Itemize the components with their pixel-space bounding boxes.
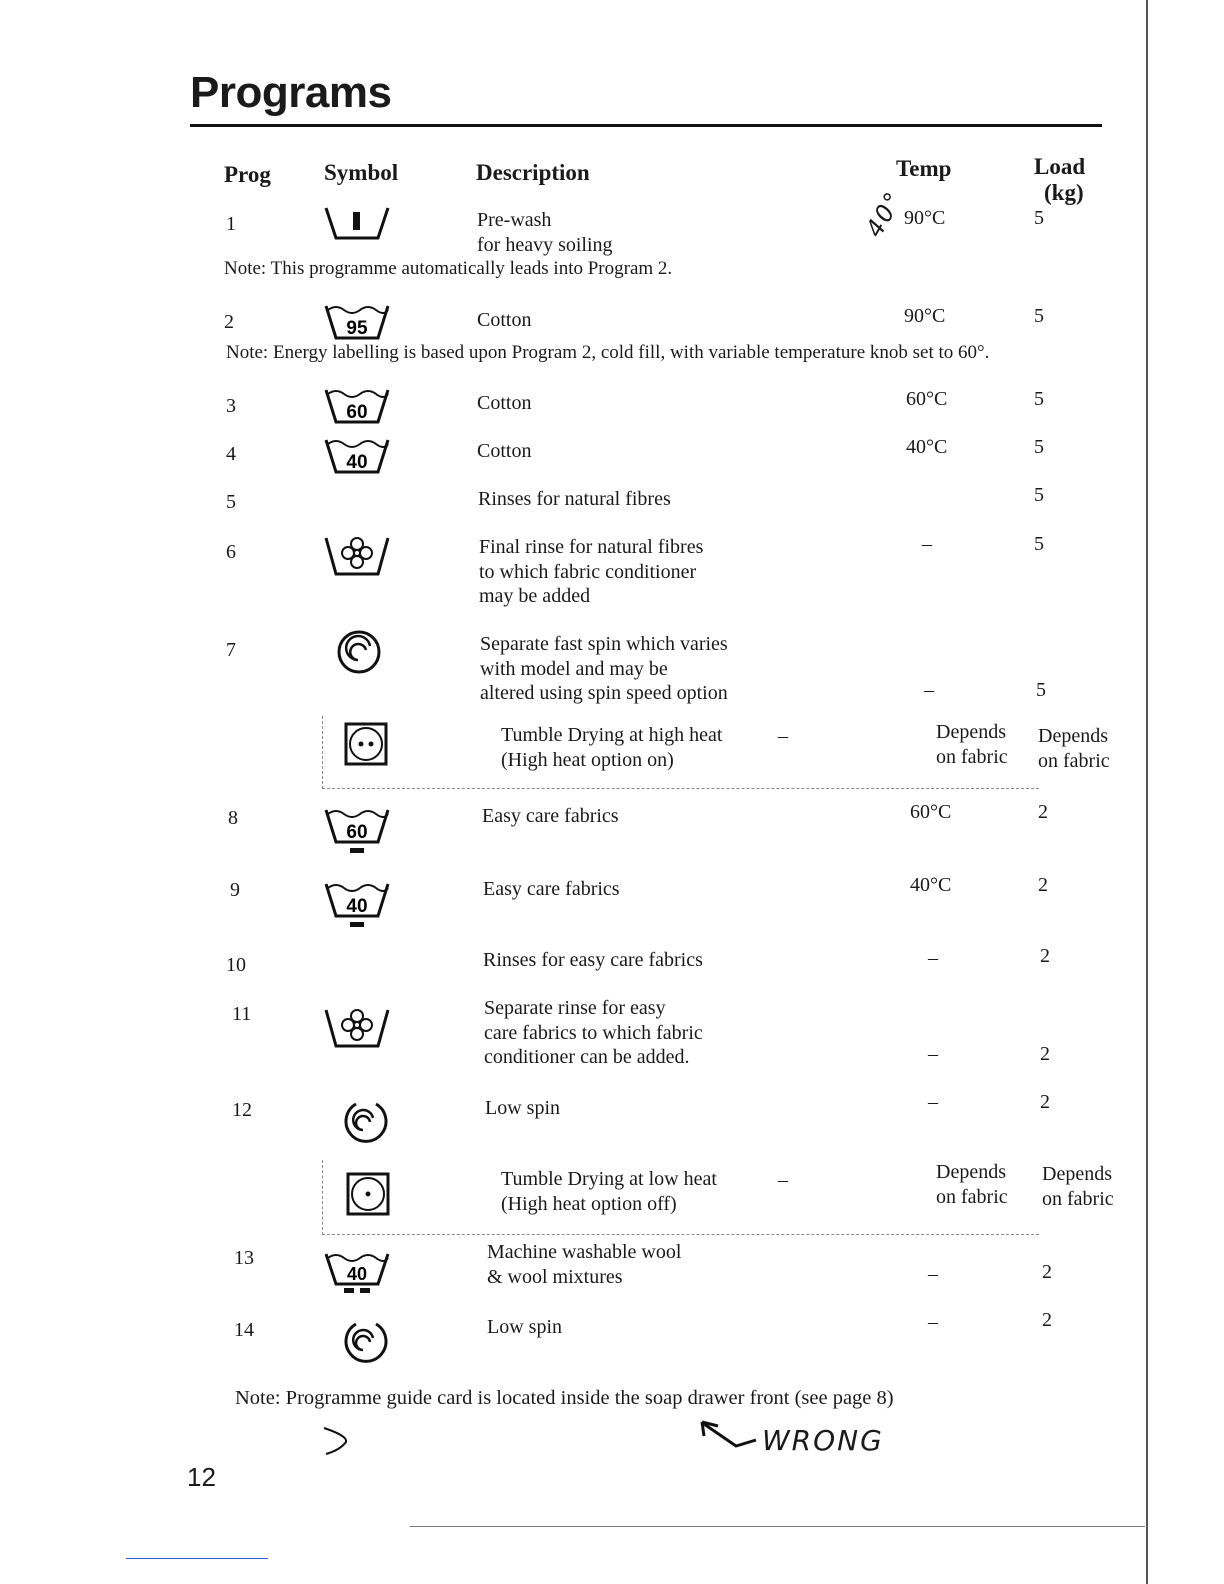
prog-number: 4 <box>226 443 236 465</box>
description-line: Separate fast spin which varies <box>480 633 728 655</box>
tumble-high-icon <box>334 720 404 772</box>
temp-value: 90°C <box>904 207 946 229</box>
tub-label: 40 <box>346 452 368 473</box>
tub-label: 40 <box>346 896 368 917</box>
description-line: Final rinse for natural fibres <box>479 536 704 558</box>
prog-number: 3 <box>226 395 236 417</box>
temp-value: Depends <box>936 1161 1006 1183</box>
spin-icon <box>326 626 396 678</box>
description-line: Cotton <box>477 440 532 462</box>
tub-label: 40 <box>346 1264 368 1284</box>
hand-drawn-arrow-icon <box>694 1418 760 1463</box>
prog-number: 6 <box>226 541 236 563</box>
rinse-flower-icon <box>322 1002 392 1054</box>
description-line: Pre-wash <box>477 209 552 231</box>
dash: – <box>778 725 788 747</box>
temp-value: on fabric <box>936 1185 1008 1208</box>
description-line: Machine washable wool <box>487 1241 682 1263</box>
rinse-flower-icon <box>322 530 392 582</box>
prog-number: 9 <box>230 879 240 901</box>
load-value: 5 <box>1034 533 1044 555</box>
description-line: altered using spin speed option <box>480 682 728 704</box>
description-line: with model and may be <box>480 657 668 680</box>
tumble-low-icon <box>334 1170 404 1222</box>
description-line: Rinses for natural fibres <box>478 488 671 510</box>
description-line: conditioner can be added. <box>484 1046 690 1068</box>
load-value: 5 <box>1036 679 1046 701</box>
prog-number: 7 <box>226 639 236 661</box>
spin-icon <box>332 1318 402 1370</box>
tub-label: 60 <box>346 822 368 843</box>
page-edge-line <box>1146 0 1148 1584</box>
description-line: Easy care fabrics <box>483 878 620 900</box>
blue-underline <box>126 1558 268 1559</box>
temp-value: – <box>928 1091 938 1113</box>
wool-40-icon <box>322 1246 392 1298</box>
note-prog1: Note: This programme automatically leads into Program 2. <box>224 258 673 279</box>
prog-number: 1 <box>226 213 236 235</box>
page-title: Programs <box>190 68 392 117</box>
wash-60-icon <box>322 382 392 434</box>
description-line: Tumble Drying at high heat <box>501 724 723 746</box>
temp-value: 90°C <box>904 305 946 327</box>
load-value: Depends <box>1038 725 1108 747</box>
load-value: 2 <box>1042 1309 1052 1331</box>
temp-value: 40°C <box>906 436 948 458</box>
temp-value: – <box>928 947 938 969</box>
load-value: on fabric <box>1038 749 1110 772</box>
prog-number: 13 <box>234 1247 254 1269</box>
temp-value: 60°C <box>906 388 948 410</box>
bottom-rule <box>410 1526 1145 1527</box>
description-line: (High heat option off) <box>501 1192 677 1215</box>
description-line: Easy care fabrics <box>482 805 619 827</box>
load-value: 5 <box>1034 484 1044 506</box>
col-header-symbol: Symbol <box>324 160 399 185</box>
tub-label: 95 <box>346 318 368 339</box>
hand-drawn-mark <box>318 1424 358 1463</box>
description-line: (High heat option on) <box>501 748 674 771</box>
page-number: 12 <box>187 1462 216 1492</box>
dash: – <box>778 1169 788 1191</box>
temp-value: – <box>928 1311 938 1333</box>
prog-number: 8 <box>228 807 238 829</box>
col-header-description: Description <box>476 160 590 185</box>
load-value: 2 <box>1042 1261 1052 1283</box>
tub-label: 60 <box>346 402 368 423</box>
temp-value: 40°C <box>910 874 952 896</box>
col-header-load-unit: (kg) <box>1044 180 1084 205</box>
description-line: Low spin <box>485 1097 560 1119</box>
col-header-load: Load <box>1034 154 1086 179</box>
prog-number: 5 <box>226 491 236 513</box>
wash-40-icon <box>322 432 392 484</box>
temp-value: 60°C <box>910 801 952 823</box>
description-line: & wool mixtures <box>487 1265 623 1288</box>
prog-number: 12 <box>232 1099 252 1121</box>
temp-value: on fabric <box>936 745 1008 768</box>
load-value: 2 <box>1040 1043 1050 1065</box>
load-value: 5 <box>1034 436 1044 458</box>
description-line: for heavy soiling <box>477 233 613 256</box>
col-header-temp: Temp <box>896 156 952 181</box>
prog-number: 11 <box>232 1003 252 1025</box>
temp-value: Depends <box>936 721 1006 743</box>
load-value: Depends <box>1042 1163 1112 1185</box>
title-rule <box>190 124 1102 127</box>
description-line: Cotton <box>477 309 532 331</box>
description-line: care fabrics to which fabric <box>484 1021 703 1044</box>
load-value: 5 <box>1034 207 1044 229</box>
prog-number: 10 <box>226 954 246 976</box>
handwritten-wrong: WRONG <box>762 1424 884 1457</box>
description-line: Separate rinse for easy <box>484 997 666 1019</box>
description-line: Tumble Drying at low heat <box>501 1168 717 1190</box>
temp-value: – <box>928 1043 938 1065</box>
description-line: may be added <box>479 585 591 607</box>
description-line: Cotton <box>477 392 532 414</box>
temp-value: – <box>922 533 932 555</box>
description-line: to which fabric conditioner <box>479 560 697 583</box>
note-energy-labelling: Note: Energy labelling is based upon Program 2, cold fill, with variable temperature knob set to 60°. <box>226 342 990 363</box>
load-value: 2 <box>1038 874 1048 896</box>
temp-value: – <box>928 1263 938 1285</box>
prog-number: 14 <box>234 1319 254 1341</box>
load-value: 2 <box>1040 1091 1050 1113</box>
col-header-prog: Prog <box>224 162 271 187</box>
load-value: 5 <box>1034 388 1044 410</box>
description-line: Low spin <box>487 1316 562 1338</box>
wash-60-bar-icon <box>322 802 392 854</box>
load-value: 2 <box>1040 945 1050 967</box>
spin-icon <box>332 1098 402 1150</box>
prewash-icon <box>322 200 392 252</box>
note-guide-card: Note: Programme guide card is located inside the soap drawer front (see page 8) <box>235 1387 894 1409</box>
description-line: Rinses for easy care fabrics <box>483 949 703 971</box>
load-value: 2 <box>1038 801 1048 823</box>
wash-40-bar-icon <box>322 876 392 928</box>
temp-value: – <box>924 679 934 701</box>
load-value: 5 <box>1034 305 1044 327</box>
prog-number: 2 <box>224 311 234 333</box>
load-value: on fabric <box>1042 1187 1114 1210</box>
handwritten-temp-mark: 40° <box>860 185 909 243</box>
